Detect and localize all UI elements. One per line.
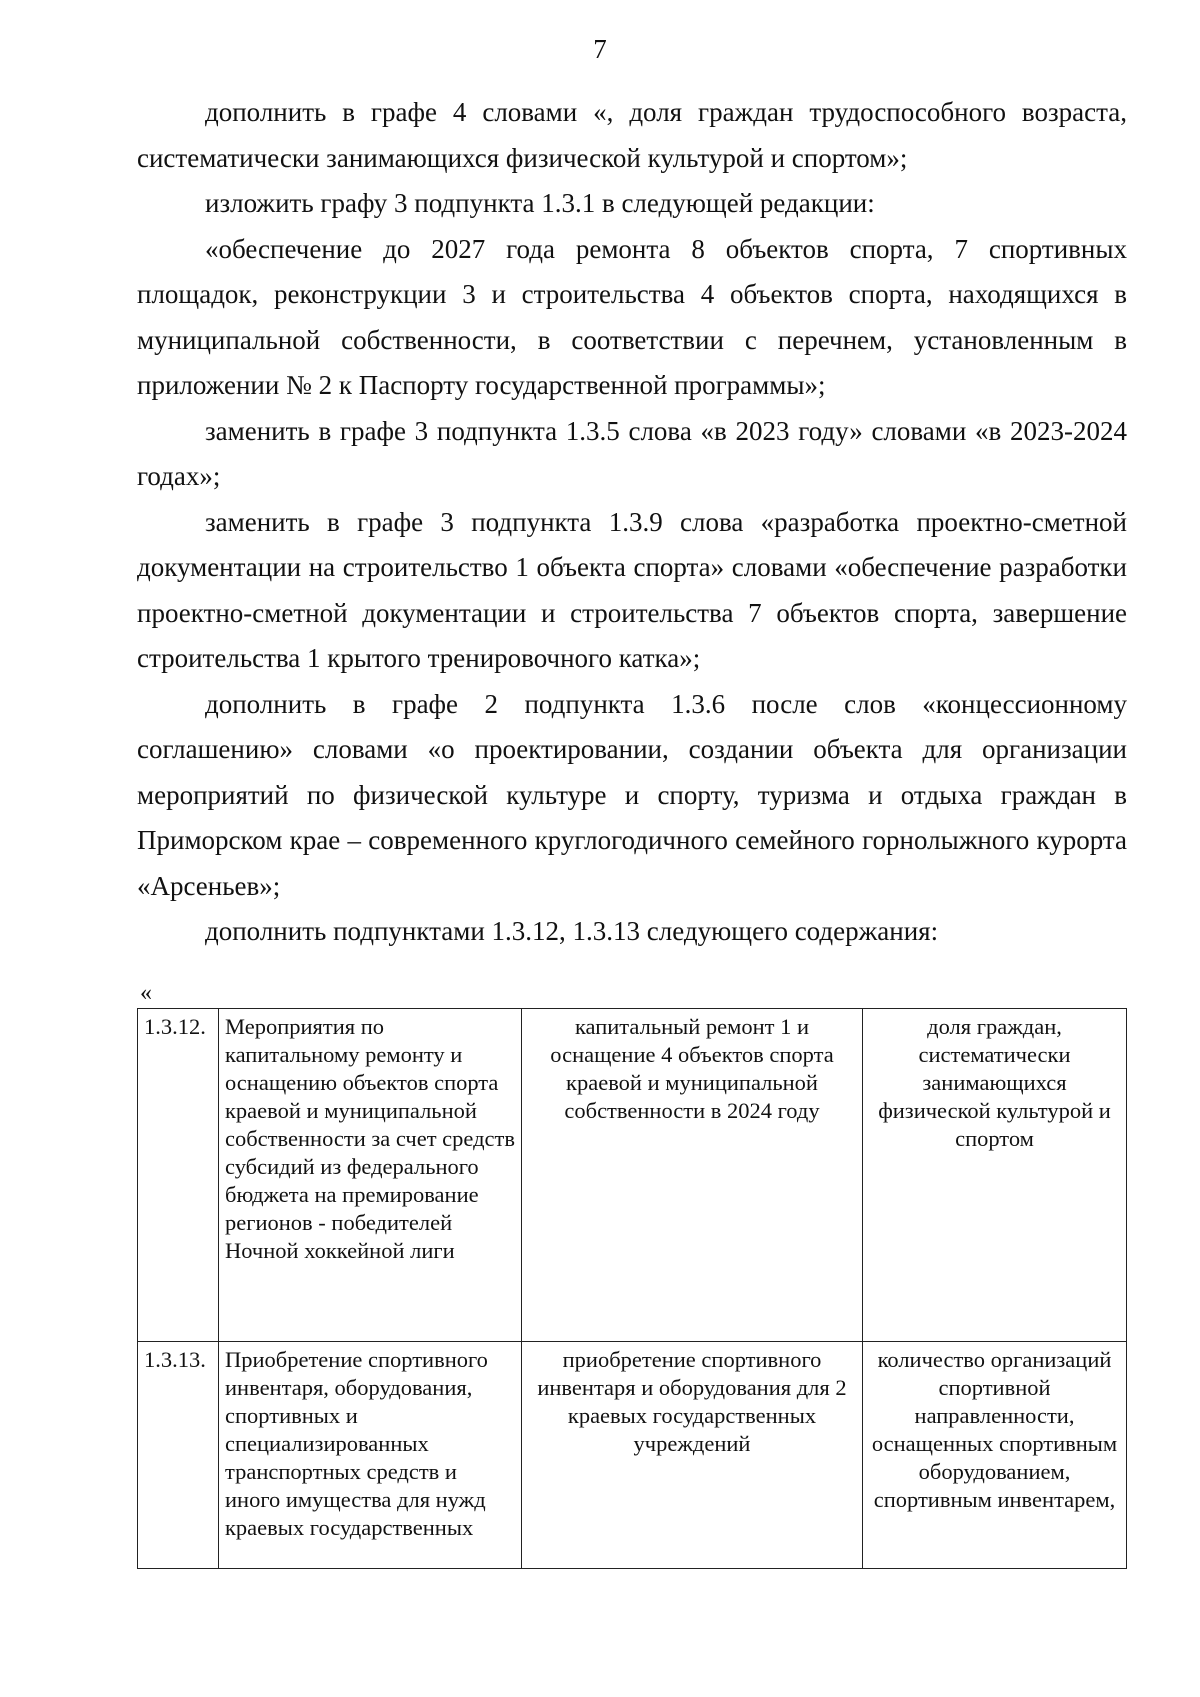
row-number: 1.3.13. <box>138 1342 219 1569</box>
paragraph: заменить в графе 3 подпункта 1.3.5 слова «в 2023 году» словами «в 2023-2024 годах»; <box>137 415 1127 491</box>
row-name: Мероприятия по капитальному ремонту и оснащению объектов спорта краевой и муниципальной собственности за счет средств субсидий из федерального бюджета на премирование регионов - победителей Ночной хоккейной лиги <box>219 1009 522 1342</box>
row-number: 1.3.12. <box>138 1009 219 1342</box>
row-name: Приобретение спортивного инвентаря, оборудования, спортивных и специализированных транспортных средств и иного имущества для нужд краевых государственных <box>219 1342 522 1569</box>
row-indicator: доля граждан, систематически занимающихся физической культурой и спортом <box>863 1009 1127 1342</box>
paragraph: дополнить подпунктами 1.3.12, 1.3.13 следующего содержания: <box>205 916 939 946</box>
paragraph: «обеспечение до 2027 года ремонта 8 объектов спорта, 7 спортивных площадок, реконструкции 3 и строительства 4 объектов спорта, находящихся в муниципальной собственности, в соответствии с перечнем, установленным в приложении № 2 к Паспорту государственной программы»; <box>137 233 1127 400</box>
table-row <box>138 1342 1127 1569</box>
row-indicator: количество организаций спортивной направленности, оснащенных спортивным оборудованием, спортивным инвентарем, <box>863 1342 1127 1569</box>
amendment-table <box>137 1008 1127 1569</box>
paragraph: заменить в графе 3 подпункта 1.3.9 слова «разработка проектно-сметной документации на строительство 1 объекта спорта» словами «обеспечение разработки проектно-сметной документации и строительства 7 объектов спорта, завершение строительства 1 крытого тренировочного катка»; <box>137 506 1127 673</box>
page-number: 7 <box>593 34 607 64</box>
row-result: капитальный ремонт 1 и оснащение 4 объектов спорта краевой и муниципальной собственности в 2024 году <box>522 1009 863 1342</box>
paragraph: дополнить в графе 4 словами «, доля граждан трудоспособного возраста, систематически занимающихся физической культурой и спортом»; <box>137 97 1127 173</box>
table-row <box>138 1009 1127 1342</box>
row-result: приобретение спортивного инвентаря и оборудования для 2 краевых государственных учреждений <box>522 1342 863 1569</box>
paragraph: дополнить в графе 2 подпункта 1.3.6 после слов «концессионному соглашению» словами «о проектировании, создании объекта для организации мероприятий по физической культуре и спорту, туризма и отдыха граждан в Приморском крае – современного круглогодичного семейного горнолыжного курорта «Арсеньев»; <box>137 688 1127 901</box>
table-open-quote: « <box>140 980 152 1006</box>
paragraph: изложить графу 3 подпункта 1.3.1 в следующей редакции: <box>205 188 875 218</box>
document-body <box>137 90 1127 955</box>
